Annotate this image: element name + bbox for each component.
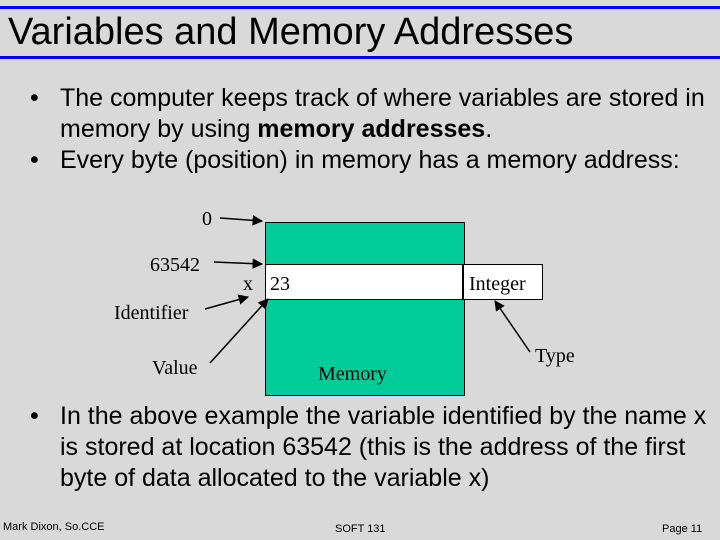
identifier-arrow bbox=[205, 297, 248, 309]
memory-label: Memory bbox=[318, 363, 387, 385]
type-label: Type bbox=[535, 345, 575, 367]
footer-page-number: Page 11 bbox=[662, 523, 703, 535]
footer-author: Mark Dixon, So.CCE bbox=[3, 521, 105, 533]
bullet-text-end: . bbox=[485, 115, 493, 143]
bullet-text: In the above example the variable identified by the name x is stored at location 63542 (this is the address of the first byte of data allocated to the variable x) bbox=[60, 402, 707, 492]
variable-value: 23 bbox=[270, 273, 290, 295]
type-arrow bbox=[495, 301, 530, 352]
variable-name: x bbox=[243, 273, 253, 295]
type-value: Integer bbox=[469, 273, 526, 295]
address-variable-arrow bbox=[214, 262, 262, 264]
identifier-label: Identifier bbox=[114, 302, 189, 324]
value-arrow bbox=[210, 299, 268, 363]
address-start-arrow bbox=[220, 218, 262, 221]
value-label: Value bbox=[152, 357, 198, 379]
address-variable-label: 63542 bbox=[150, 254, 200, 276]
footer-course: SOFT 131 bbox=[335, 523, 386, 535]
page-title: Variables and Memory Addresses bbox=[8, 11, 574, 53]
address-start-label: 0 bbox=[202, 208, 212, 230]
bullet-text: The computer keeps track of where variables are stored in memory by using bbox=[60, 84, 705, 143]
bullet-bold-text: memory addresses bbox=[257, 115, 486, 143]
bullet-list-bottom bbox=[30, 401, 710, 494]
bullet-text: Every byte (position) in memory has a memory address: bbox=[60, 146, 680, 174]
bullet-item bbox=[30, 401, 710, 494]
